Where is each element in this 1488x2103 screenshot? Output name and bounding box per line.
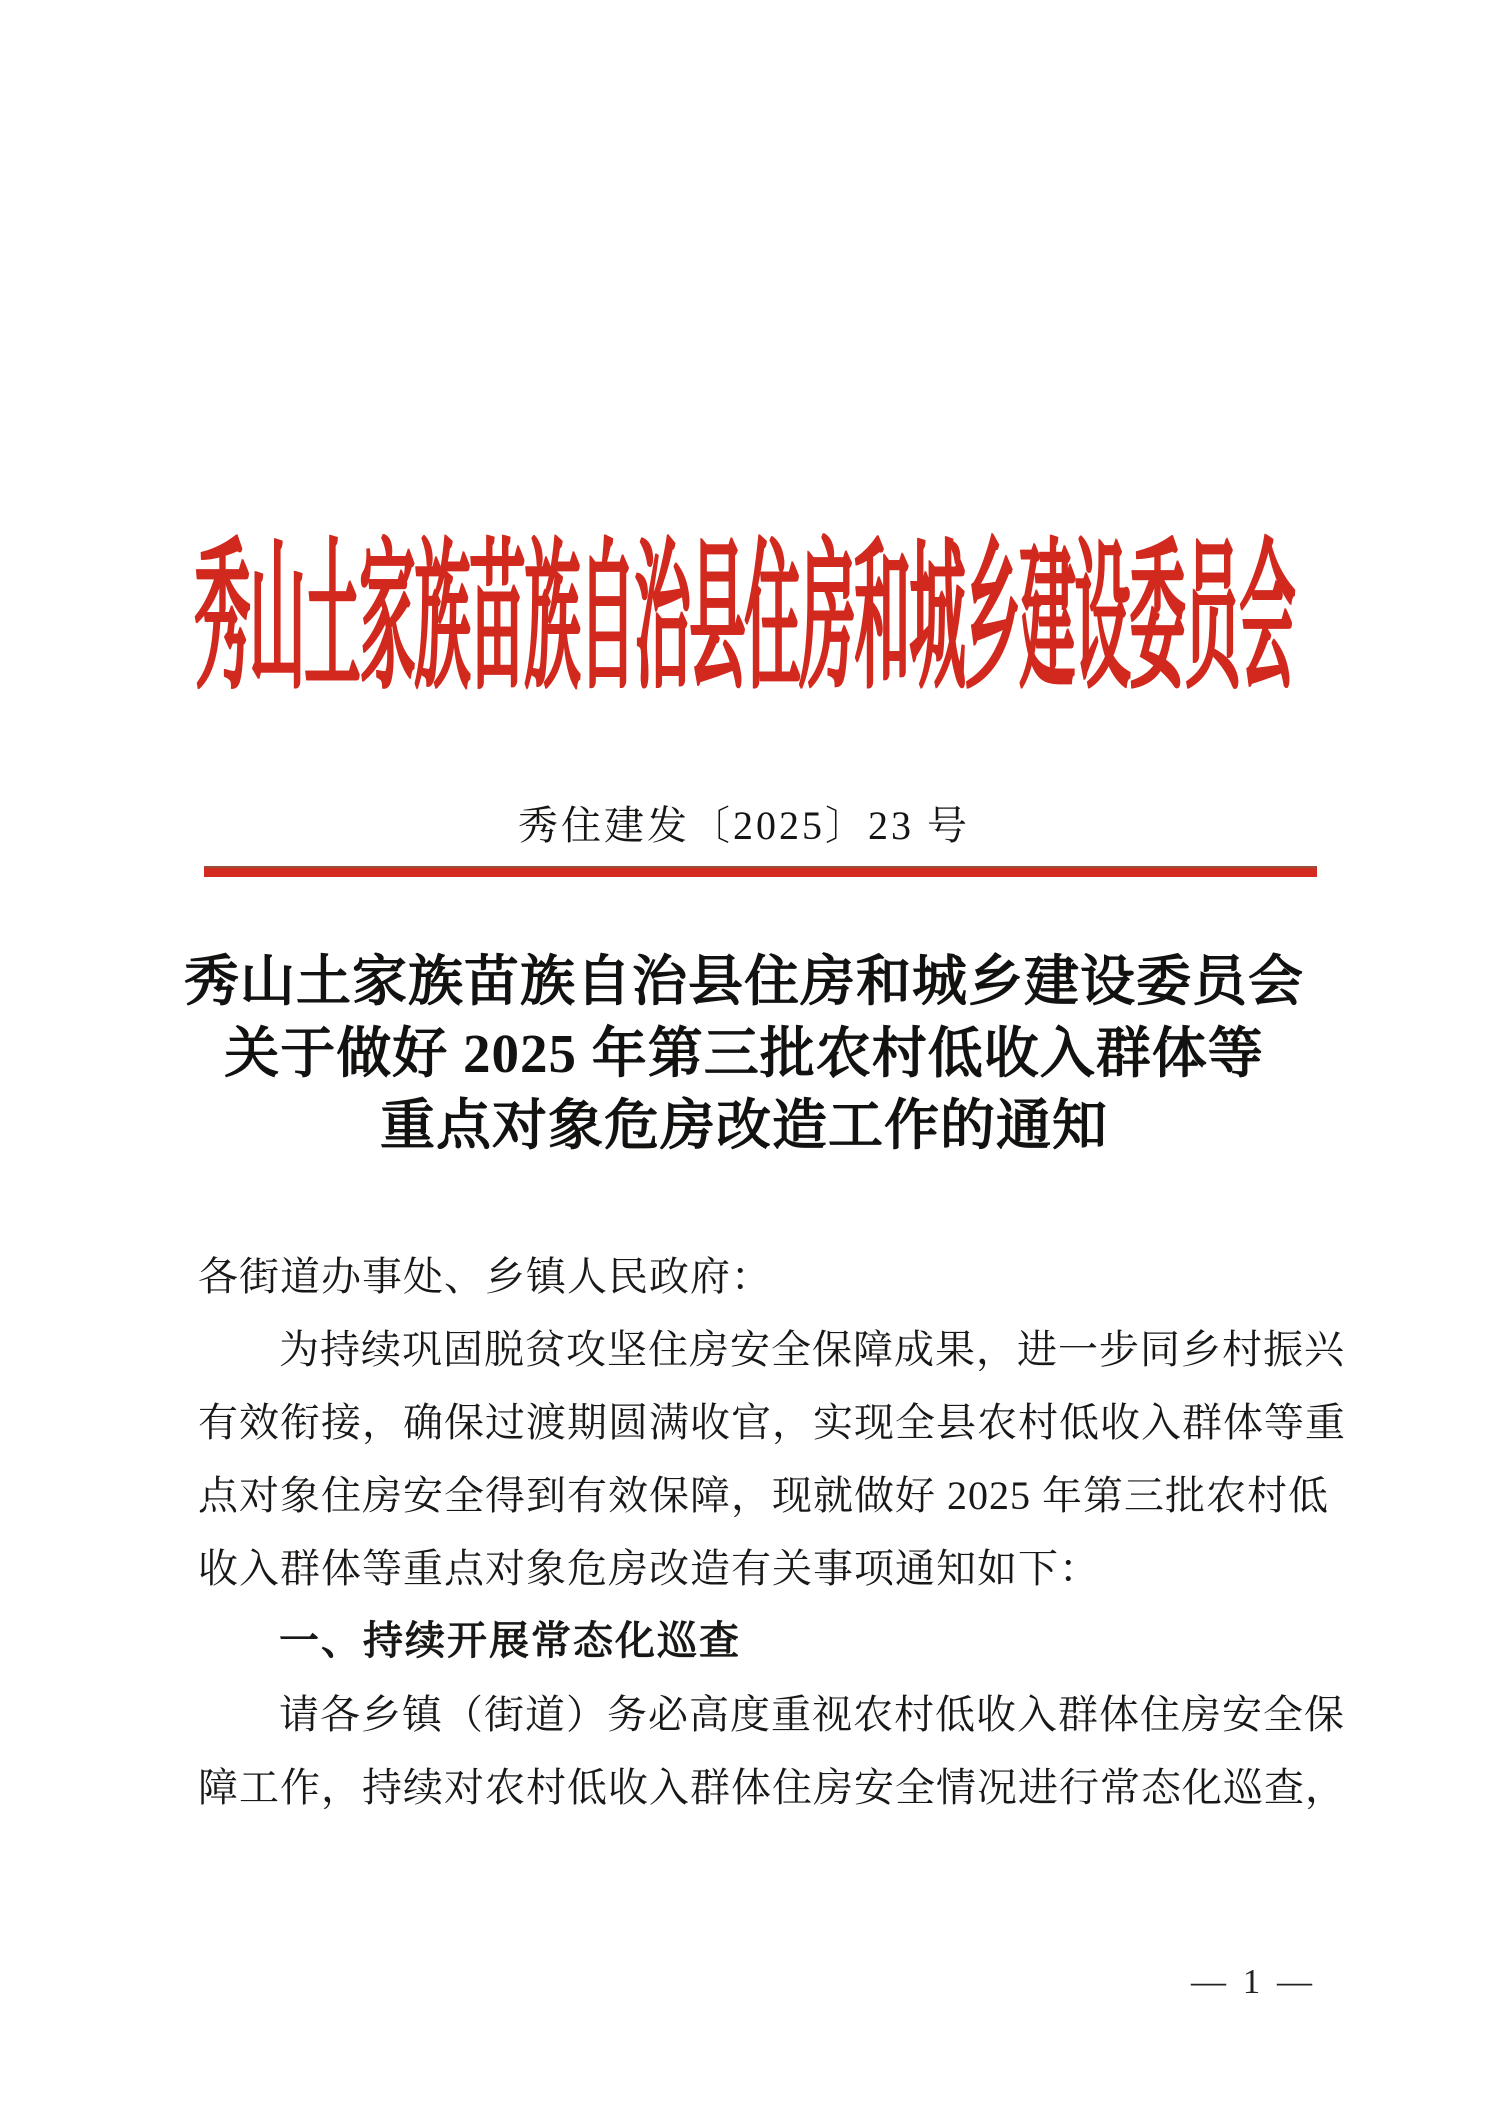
body-line: 收入群体等重点对象危房改造有关事项通知如下： (198, 1546, 1100, 1591)
section-heading: 一、持续开展常态化巡查 (279, 1619, 741, 1663)
document-number: 秀住建发〔2025〕23 号 (518, 803, 970, 848)
title-line-1: 秀山土家族苗族自治县住房和城乡建设委员会 (183, 951, 1304, 1012)
red-separator-line (204, 866, 1317, 877)
agency-banner: 秀山土家族苗族自治县住房和城乡建设委员会 (194, 531, 1294, 711)
title-line-3: 重点对象危房改造工作的通知 (379, 1095, 1108, 1156)
body-line: 障工作，持续对农村低收入群体住房安全情况进行常态化巡查， (198, 1765, 1346, 1810)
body-line: 有效衔接，确保过渡期圆满收官，实现全县农村低收入群体等重 (198, 1400, 1346, 1445)
notice-title (0, 946, 1488, 1162)
body-line: 为持续巩固脱贫攻坚住房安全保障成果，进一步同乡村振兴 (279, 1327, 1345, 1372)
body-line: 点对象住房安全得到有效保障，现就做好 2025 年第三批农村低 (198, 1473, 1329, 1518)
body-line: 各街道办事处、乡镇人民政府： (198, 1254, 772, 1299)
title-line-2: 关于做好 2025 年第三批农村低收入群体等 (224, 1023, 1264, 1084)
body-line: 请各乡镇（街道）务必高度重视农村低收入群体住房安全保 (279, 1692, 1345, 1737)
page-number: — 1 — (1191, 1962, 1316, 2001)
document-body (198, 1240, 1346, 1824)
